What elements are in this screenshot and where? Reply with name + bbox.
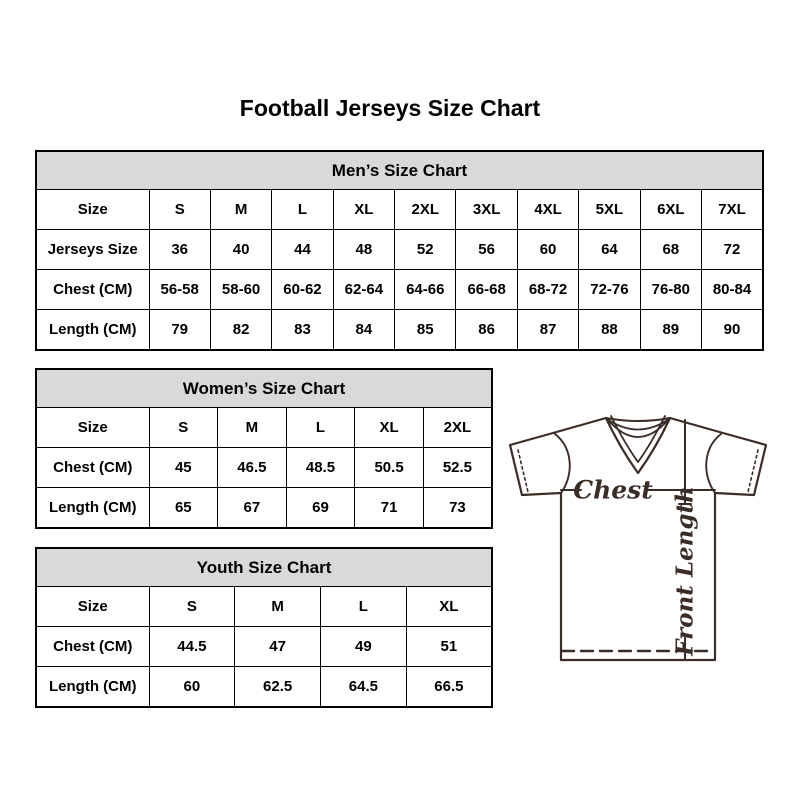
table-title: Women’s Size Chart: [36, 369, 492, 408]
table-cell: 50.5: [355, 448, 424, 488]
jersey-outline-icon: [510, 418, 766, 660]
row-label: Size: [36, 587, 149, 627]
womens-size-table: [35, 368, 493, 529]
table-cell: 65: [149, 488, 218, 529]
table-row: [36, 230, 763, 270]
table-cell: 64: [579, 230, 640, 270]
row-label: Chest (CM): [36, 627, 149, 667]
table-row: [36, 587, 492, 627]
row-label: Length (CM): [36, 667, 149, 708]
table-cell: 51: [406, 627, 492, 667]
table-row: [36, 667, 492, 708]
table-row: [36, 310, 763, 351]
table-cell: 58-60: [210, 270, 271, 310]
table-title: Youth Size Chart: [36, 548, 492, 587]
armhole-seam-icon: [555, 434, 570, 493]
table-cell: 45: [149, 448, 218, 488]
collar-inner-v-icon: [611, 416, 665, 462]
table-cell: 62-64: [333, 270, 394, 310]
table-cell: M: [218, 408, 287, 448]
table-cell: L: [272, 190, 333, 230]
table-cell: 66.5: [406, 667, 492, 708]
table-cell: 87: [517, 310, 578, 351]
jersey-measurement-diagram: [498, 400, 778, 670]
table-cell: 73: [423, 488, 492, 529]
table-title: Men’s Size Chart: [36, 151, 763, 190]
table-cell: 49: [321, 627, 407, 667]
table-cell: 44: [272, 230, 333, 270]
table-cell: 4XL: [517, 190, 578, 230]
table-row: [36, 448, 492, 488]
table-cell: 79: [149, 310, 210, 351]
table-cell: 44.5: [149, 627, 235, 667]
table-cell: 64-66: [395, 270, 456, 310]
row-label: Size: [36, 190, 149, 230]
table-cell: 88: [579, 310, 640, 351]
table-cell: S: [149, 587, 235, 627]
table-cell: S: [149, 408, 218, 448]
collar-top-edge-icon: [606, 418, 670, 421]
table-cell: 2XL: [395, 190, 456, 230]
table-cell: 84: [333, 310, 394, 351]
table-cell: L: [286, 408, 355, 448]
table-cell: 80-84: [702, 270, 763, 310]
chest-label: Chest: [573, 475, 653, 505]
table-cell: 60-62: [272, 270, 333, 310]
youth-size-table: [35, 547, 493, 708]
row-label: Length (CM): [36, 488, 149, 529]
table-cell: 76-80: [640, 270, 701, 310]
table-cell: 69: [286, 488, 355, 529]
front-length-label: Front Length: [671, 486, 699, 656]
table-cell: 2XL: [423, 408, 492, 448]
table-cell: 90: [702, 310, 763, 351]
table-header-row: [36, 151, 763, 190]
table-cell: 62.5: [235, 667, 321, 708]
table-cell: XL: [355, 408, 424, 448]
table-row: [36, 627, 492, 667]
table-cell: 46.5: [218, 448, 287, 488]
table-cell: 7XL: [702, 190, 763, 230]
table-cell: 60: [149, 667, 235, 708]
table-cell: S: [149, 190, 210, 230]
table-cell: 56-58: [149, 270, 210, 310]
table-cell: M: [235, 587, 321, 627]
mens-size-table: [35, 150, 764, 351]
table-cell: 64.5: [321, 667, 407, 708]
row-label: Chest (CM): [36, 448, 149, 488]
table-cell: 83: [272, 310, 333, 351]
row-label: Size: [36, 408, 149, 448]
table-cell: 5XL: [579, 190, 640, 230]
table-cell: M: [210, 190, 271, 230]
armhole-seam-icon: [706, 434, 721, 493]
table-cell: 71: [355, 488, 424, 529]
row-label: Jerseys Size: [36, 230, 149, 270]
table-cell: 89: [640, 310, 701, 351]
table-cell: 72-76: [579, 270, 640, 310]
table-cell: 36: [149, 230, 210, 270]
table-cell: XL: [406, 587, 492, 627]
page-title: Football Jerseys Size Chart: [239, 95, 541, 121]
table-cell: 6XL: [640, 190, 701, 230]
table-cell: 60: [517, 230, 578, 270]
table-cell: 56: [456, 230, 517, 270]
table-cell: 67: [218, 488, 287, 529]
table-cell: 52: [395, 230, 456, 270]
table-cell: 85: [395, 310, 456, 351]
table-cell: 40: [210, 230, 271, 270]
table-header-row: [36, 548, 492, 587]
row-label: Chest (CM): [36, 270, 149, 310]
table-cell: L: [321, 587, 407, 627]
table-header-row: [36, 369, 492, 408]
row-label: Length (CM): [36, 310, 149, 351]
table-cell: 48: [333, 230, 394, 270]
table-row: [36, 408, 492, 448]
table-cell: 66-68: [456, 270, 517, 310]
table-cell: XL: [333, 190, 394, 230]
table-cell: 3XL: [456, 190, 517, 230]
table-cell: 48.5: [286, 448, 355, 488]
table-row: [36, 488, 492, 529]
table-cell: 72: [702, 230, 763, 270]
table-row: [36, 190, 763, 230]
table-cell: 52.5: [423, 448, 492, 488]
table-cell: 86: [456, 310, 517, 351]
table-row: [36, 270, 763, 310]
table-cell: 68-72: [517, 270, 578, 310]
table-cell: 82: [210, 310, 271, 351]
table-cell: 68: [640, 230, 701, 270]
table-cell: 47: [235, 627, 321, 667]
